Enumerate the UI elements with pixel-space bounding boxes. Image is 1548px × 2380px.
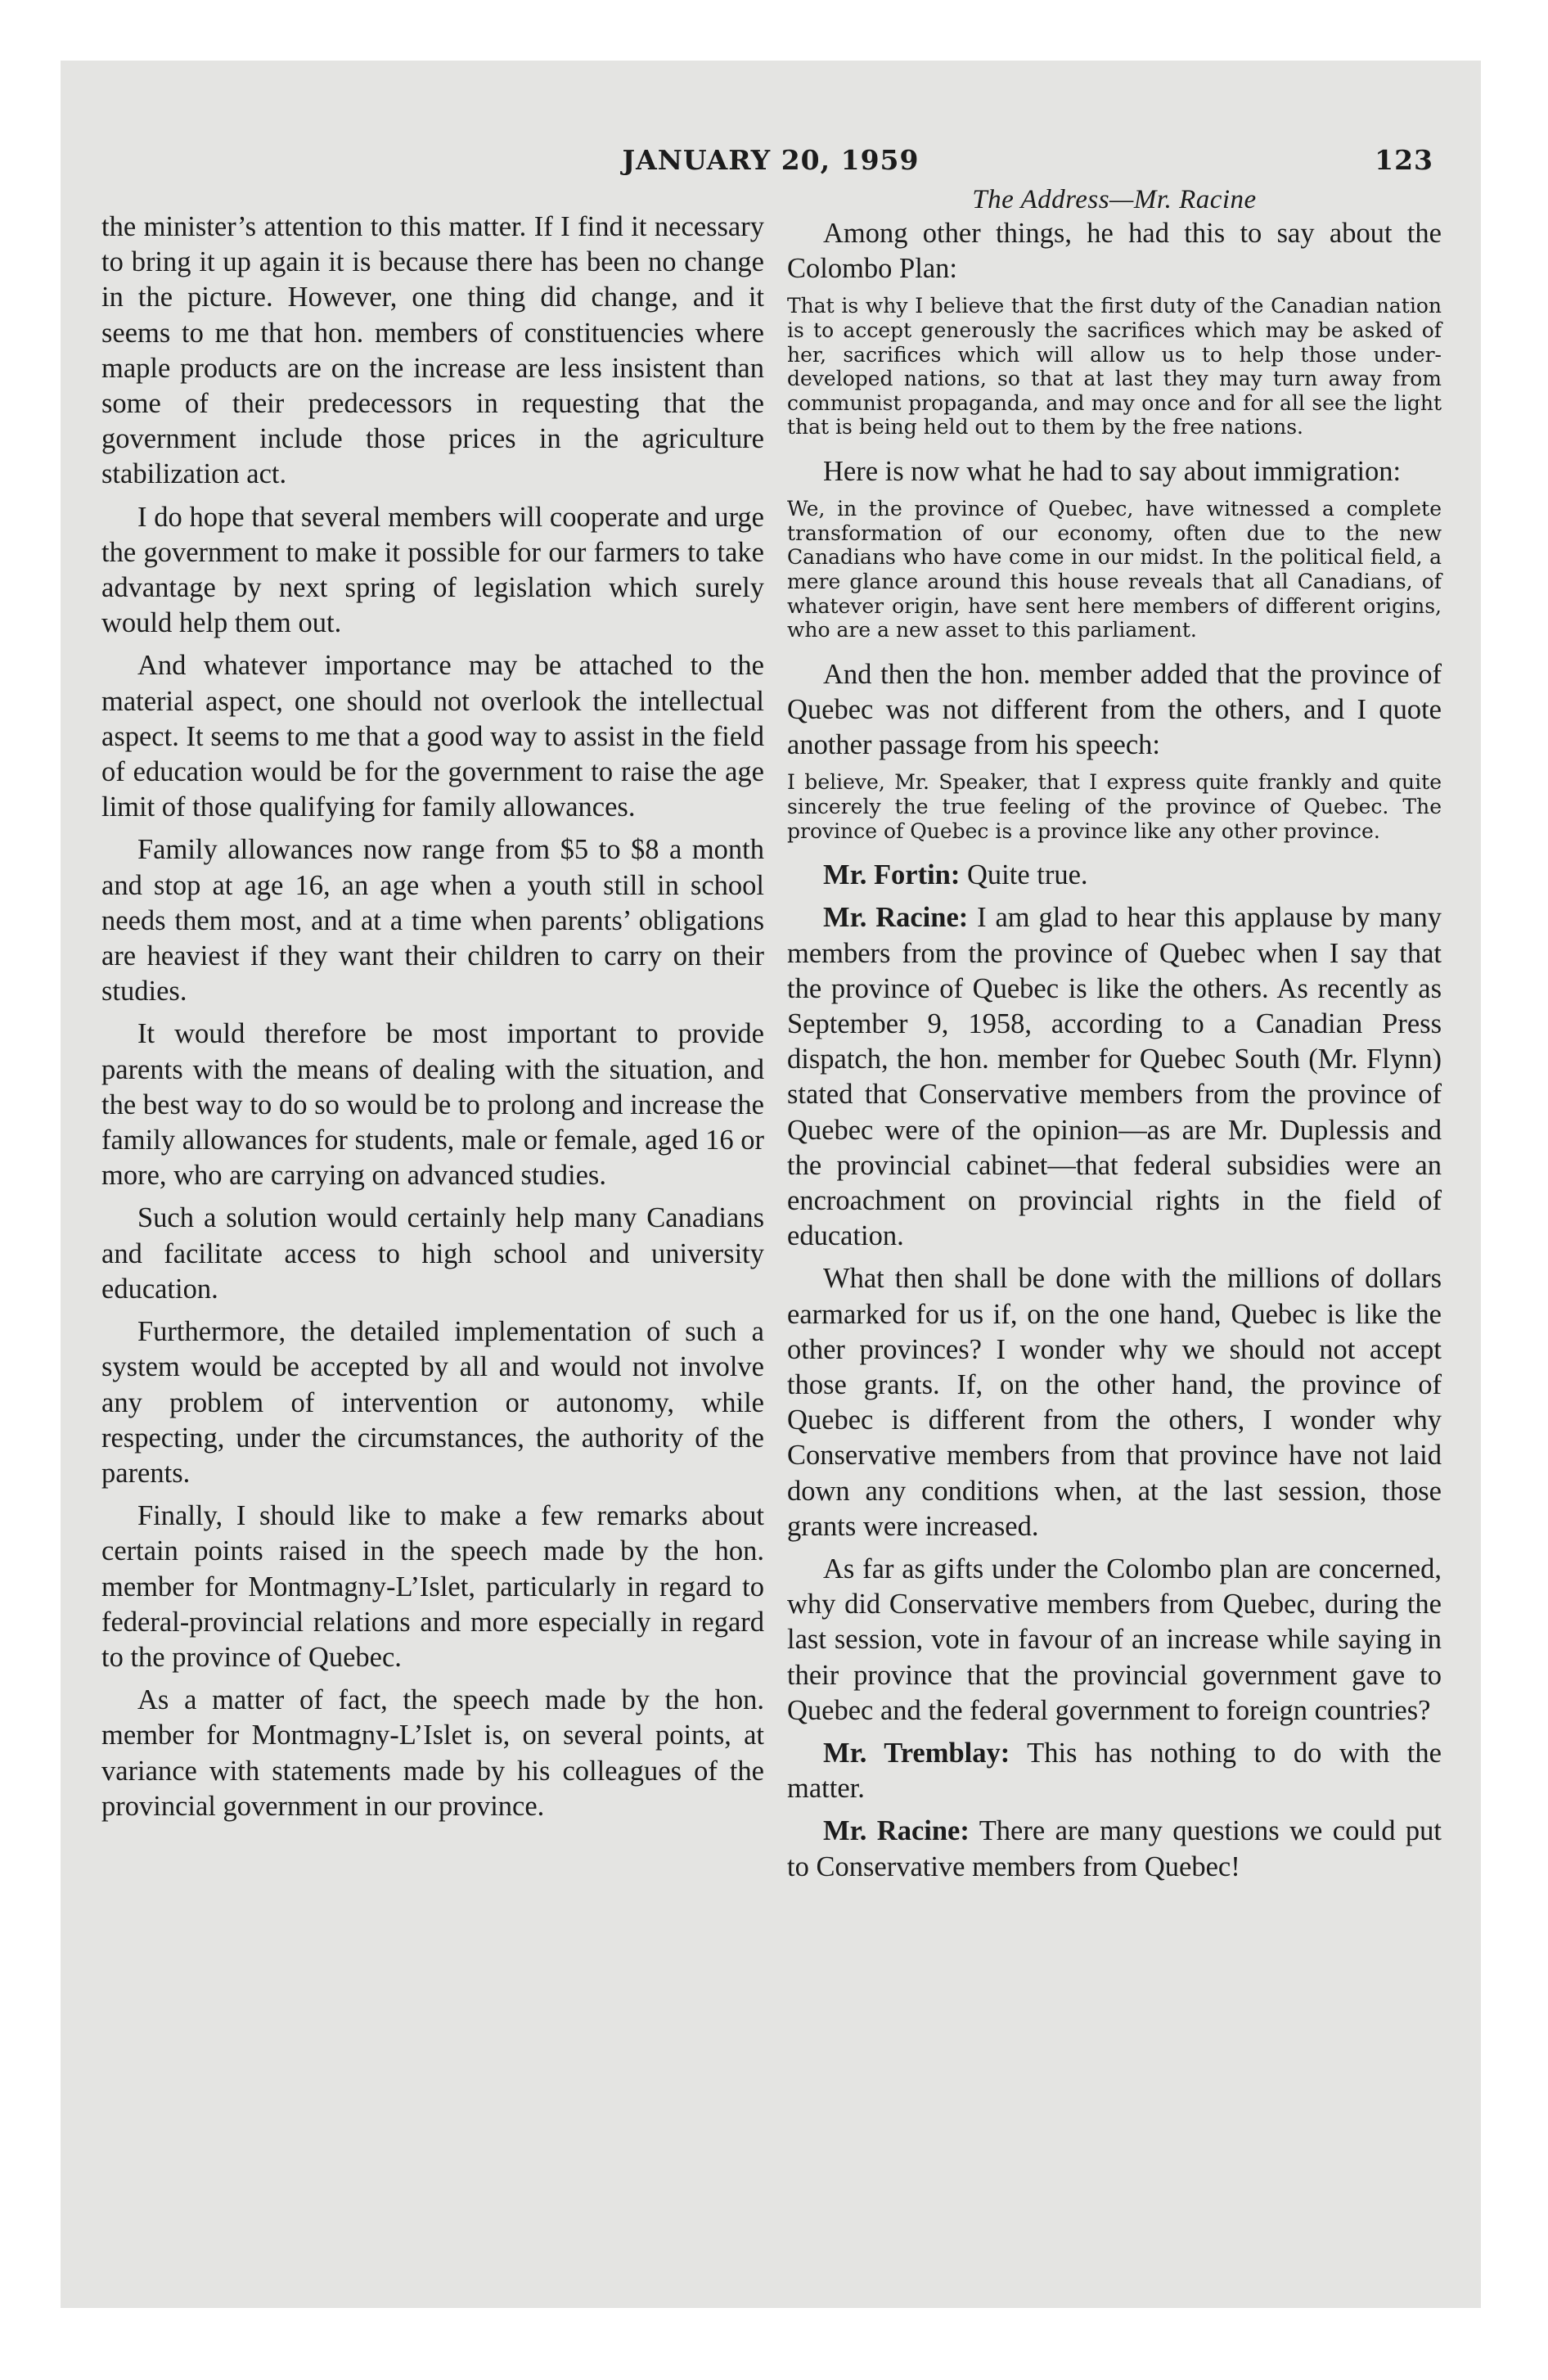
page-number: 123 [1375,144,1433,176]
speech-text: This has nothing to do with the matter. [787,1738,1442,1805]
paragraph: Family allowances now range from $5 to $8 a month and stop at age 16, an age when a youth still in school needs them most, and at a time when parents’ obligations are heaviest if they want their children to carry on their studies. [101,834,764,1007]
paragraph: And then the hon. member added that the province of Quebec was not different from the others, and I quote another passage from his speech: [787,658,1442,761]
block-quote: We, in the province of Quebec, have witnessed a complete transformation of our economy, often due to the new Canadians who have come in our midst. In the political field, a mere glance around this house reveals that all Canadians, of whatever origin, have sent here members of different origins, who are a new asset to this parliament. [787,497,1442,642]
paragraph: Finally, I should like to make a few remarks about certain points raised in the speech made by the hon. member for Montmagny-L’Islet, particularly in regard to federal-provincial relations and more especially in regard to the province of Quebec. [101,1500,764,1673]
speech-paragraph [787,1814,1442,1884]
speech-paragraph [787,900,1442,1254]
paragraph: As a matter of fact, the speech made by the hon. member for Montmagny-L’Islet is, on several points, at variance with statements made by his colleagues of the provincial government in our province. [101,1684,764,1822]
speaker-name: Mr. Tremblay: [823,1738,1010,1769]
paragraph: As far as gifts under the Colombo plan are concerned, why did Conservative members from Quebec, during the last session, vote in favour of an increase while saying in their province that the provincial government gave to Quebec and the federal government to foreign countries? [787,1553,1442,1726]
block-quote: That is why I believe that the first duty of the Canadian nation is to accept generously the sacrifices which may be asked of her, sacrifices which will allow us to help those under-developed nations, so that at last they may turn away from communist propaganda, and may once and for all see the light that is being held out to them by the free nations. [787,294,1442,439]
paragraph: It would therefore be most important to provide parents with the means of dealing with the situation, and the best way to do so would be to prolong and increase the family allowances for students, male or female, aged 16 or more, who are carrying on advanced studies. [101,1018,764,1192]
left-column [101,210,764,1832]
paragraph: the minister’s attention to this matter. If I find it necessary to bring it up again it is because there has been no change in the picture. However, one thing did change, and it seems to me that hon. members of constituencies where maple products are on the increase are less insistent than some of their predecessors in requesting that the government include those prices in the agriculture stabilization act. [101,211,764,490]
speaker-name: Mr. Racine: [823,1815,970,1847]
block-quote: I believe, Mr. Speaker, that I express quite frankly and quite sincerely the true feeling of the province of Quebec. The province of Quebec is a province like any other province. [787,770,1442,843]
paragraph: Among other things, he had this to say about the Colombo Plan: [787,218,1442,285]
speech-paragraph [787,858,1442,893]
speech-text: I am glad to hear this applause by many members from the province of Quebec when I say that the province of Quebec is like the others. As recently as September 9, 1958, according to a Canadian Press dispatch, the hon. member for Quebec South (Mr. Flynn) stated that Conservative members from the province of Quebec were of the opinion—as are Mr. Duplessis and the provincial cabinet—that federal subsidies were an encroachment on provincial rights in the field of education. [787,902,1442,1252]
paragraph: I do hope that several members will cooperate and urge the government to make it possible for our farmers to take advantage by next spring of legislation which surely would help them out. [101,501,764,639]
speaker-name: Mr. Fortin: [823,859,961,891]
paragraph: And whatever importance may be attached to the material aspect, one should not overlook the intellectual aspect. It seems to me that a good way to assist in the field of education would be for the government to raise the age limit of those qualifying for family allowances. [101,650,764,823]
right-column [787,183,1442,1892]
speech-text: Quite true. [966,859,1088,891]
paragraph: Here is now what he had to say about immigration: [823,455,1402,487]
running-head: The Address—Mr. Racine [972,185,1257,214]
paragraph: Such a solution would certainly help many Canadians and facilitate access to high school and university education. [101,1202,764,1305]
page-header [61,144,1481,185]
speech-paragraph [787,1736,1442,1806]
speaker-name: Mr. Racine: [823,902,969,934]
speech-text: There are many questions we could put to Conservative members from Quebec! [787,1815,1442,1882]
paragraph: Furthermore, the detailed implementation of such a system would be accepted by all and would not involve any problem of intervention or autonomy, while respecting, under the circumstances, the authority of the parents. [101,1316,764,1489]
paragraph: What then shall be done with the millions of dollars earmarked for us if, on the one hand, Quebec is like the other provinces? I wonder why we should not accept those grants. If, on the other hand, the province of Quebec is different from the others, I wonder why Conservative members from that province have not laid down any conditions when, at the last session, those grants were increased. [787,1263,1442,1542]
page [61,61,1481,2308]
page-date: JANUARY 20, 1959 [622,144,920,176]
